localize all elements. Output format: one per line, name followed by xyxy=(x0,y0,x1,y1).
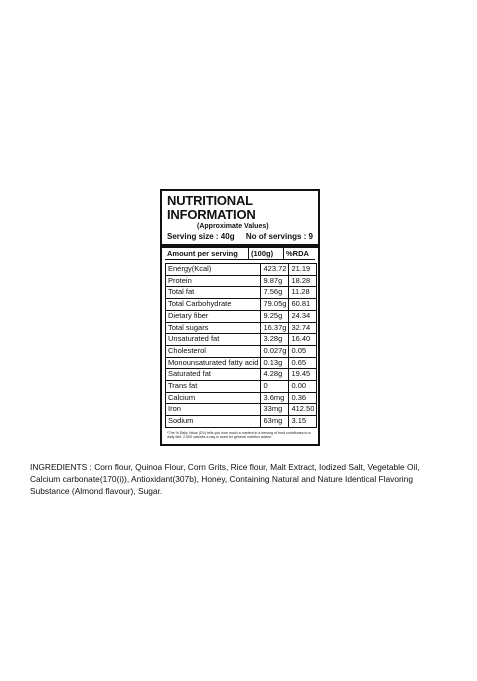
nutrient-value: 63mg xyxy=(261,416,289,428)
table-row xyxy=(166,275,317,287)
table-row xyxy=(166,345,317,357)
nutrient-name: Total sugars xyxy=(166,322,261,334)
nutrient-rda: 3.15 xyxy=(289,416,317,428)
nutrient-name: Iron xyxy=(166,404,261,416)
nutrient-rda: 412.50 xyxy=(289,404,317,416)
serving-size: Serving size : 40g xyxy=(167,232,235,241)
servings-count: No of servings : 9 xyxy=(245,232,313,241)
header-rda: %RDA xyxy=(283,248,315,259)
table-row xyxy=(166,369,317,381)
header-amount: Amount per serving xyxy=(167,249,238,258)
ingredients-text: INGREDIENTS : Corn flour, Quinoa Flour, Corn Grits, Rice flour, Malt Extract, Iodized Salt, Vegetable Oil, Calcium carbonate(170(i)), Antioxidant(307b), Honey, Containing Natural and Nature Identical Flavoring Substance (Almond flavour), Sugar. xyxy=(30,462,420,496)
footnote: *The % Daily Value (DV) tells you how much a nutrient in a serving of food contributes to a daily diet. 2,000 calories a day is used for general nutrition advice. xyxy=(167,430,311,440)
nutrient-name: Saturated fat xyxy=(166,369,261,381)
nutrient-value: 0.027g xyxy=(261,345,289,357)
table-row xyxy=(166,310,317,322)
nutrient-value: 4.28g xyxy=(261,369,289,381)
nutrient-name: Dietary fiber xyxy=(166,310,261,322)
nutrient-name: Protein xyxy=(166,275,261,287)
nutrient-value: 0 xyxy=(261,381,289,393)
serving-info xyxy=(165,231,315,242)
nutrient-value: 7.56g xyxy=(261,287,289,299)
nutrient-rda: 24.34 xyxy=(289,310,317,322)
nutrient-name: Total fat xyxy=(166,287,261,299)
table-header xyxy=(165,248,315,260)
nutrient-name: Total Carbohydrate xyxy=(166,299,261,311)
nutrient-rda: 0.05 xyxy=(289,345,317,357)
nutrient-name: Sodium xyxy=(166,416,261,428)
nutrient-rda: 19.45 xyxy=(289,369,317,381)
label-subtitle: (Approximate Values) xyxy=(197,223,269,230)
table-row xyxy=(166,416,317,428)
nutrient-value: 423.72 xyxy=(261,264,289,276)
table-row xyxy=(166,299,317,311)
nutrient-value: 9.25g xyxy=(261,310,289,322)
nutrient-rda: 60.81 xyxy=(289,299,317,311)
nutrient-value: 33mg xyxy=(261,404,289,416)
nutrient-value: 16.37g xyxy=(261,322,289,334)
table-row xyxy=(166,404,317,416)
nutrient-rda: 0.00 xyxy=(289,381,317,393)
nutrient-value: 0.13g xyxy=(261,357,289,369)
table-row xyxy=(166,381,317,393)
nutrient-value: 79.05g xyxy=(261,299,289,311)
table-row xyxy=(166,287,317,299)
nutrient-name: Cholesterol xyxy=(166,345,261,357)
nutrient-rda: 18.28 xyxy=(289,275,317,287)
label-title: NUTRITIONAL INFORMATION xyxy=(167,193,256,222)
nutrient-name: Energy(Kcal) xyxy=(166,264,261,276)
table-row xyxy=(166,392,317,404)
nutrient-value: 3.6mg xyxy=(261,392,289,404)
nutrient-rda: 11.28 xyxy=(289,287,317,299)
nutrient-name: Calcium xyxy=(166,392,261,404)
nutrient-value: 3.28g xyxy=(261,334,289,346)
nutrient-name: Unsaturated fat xyxy=(166,334,261,346)
nutrition-label xyxy=(160,189,320,446)
nutrient-name: Monounsaturated fatty acid xyxy=(166,357,261,369)
table-row xyxy=(166,334,317,346)
nutrient-rda: 16.40 xyxy=(289,334,317,346)
nutrient-value: 9.87g xyxy=(261,275,289,287)
nutrient-rda: 0.65 xyxy=(289,357,317,369)
nutrient-table xyxy=(165,263,317,428)
table-row xyxy=(166,322,317,334)
nutrient-name: Trans fat xyxy=(166,381,261,393)
nutrient-rda: 32.74 xyxy=(289,322,317,334)
nutrient-rda: 0.36 xyxy=(289,392,317,404)
header-100g: (100g) xyxy=(248,248,283,259)
table-row xyxy=(166,357,317,369)
table-row xyxy=(166,264,317,276)
nutrient-rda: 21.19 xyxy=(289,264,317,276)
